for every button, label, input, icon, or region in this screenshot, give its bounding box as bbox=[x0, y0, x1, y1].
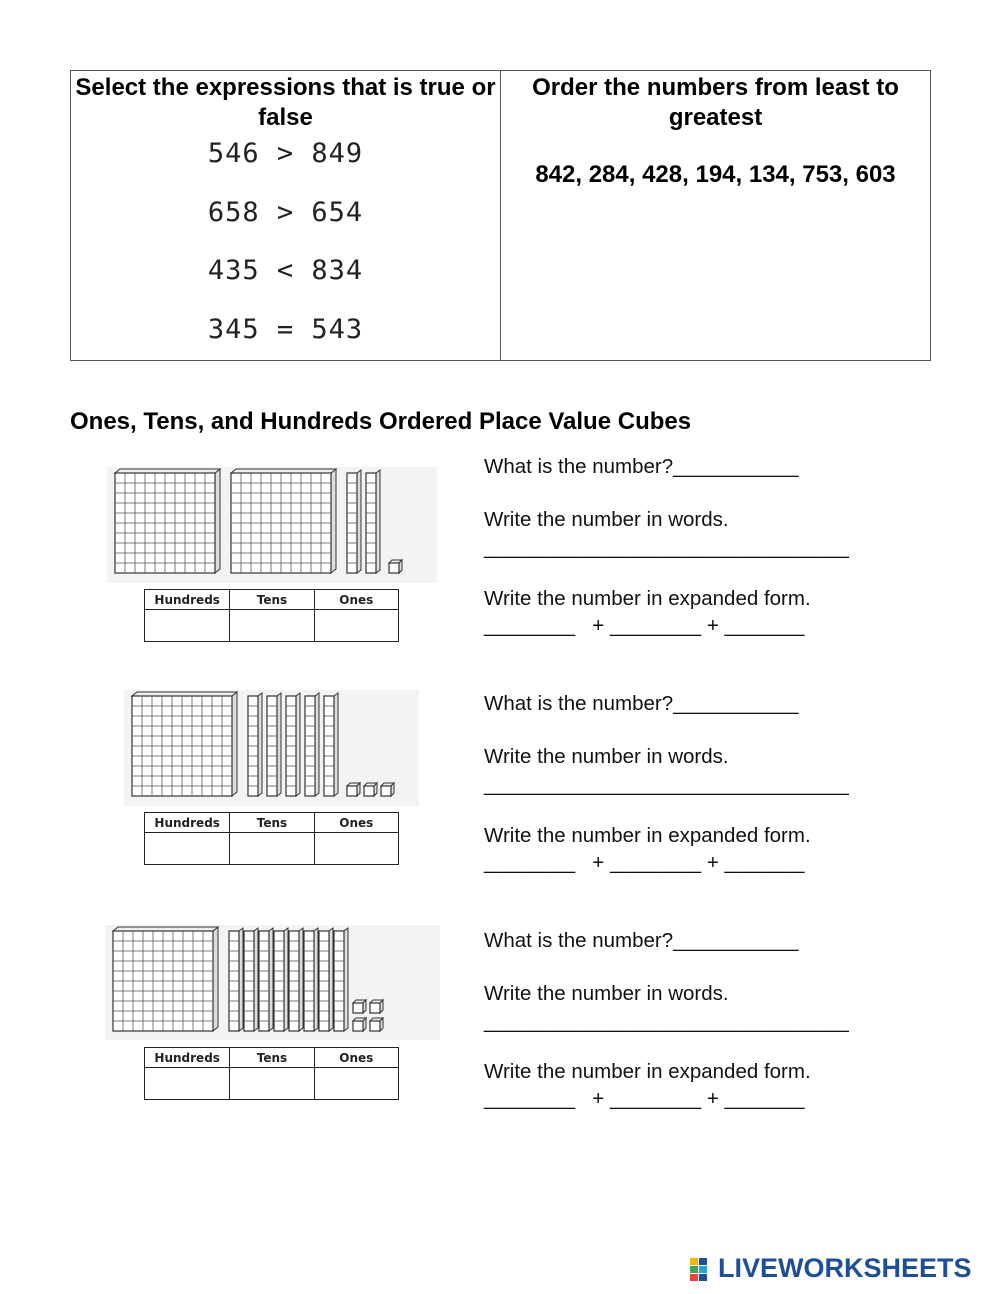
tens-header: Tens bbox=[230, 590, 314, 610]
expanded-answer-line[interactable]: ________ + ________ + _______ bbox=[484, 851, 805, 874]
compare-header: Select the expressions that is true or false bbox=[75, 74, 496, 131]
tens-rod bbox=[289, 928, 303, 1031]
ones-header: Ones bbox=[314, 813, 398, 833]
liveworksheets-logo bbox=[690, 1253, 972, 1284]
tens-header: Tens bbox=[230, 813, 314, 833]
tens-rod bbox=[244, 928, 258, 1031]
base-ten-blocks-2 bbox=[124, 690, 419, 806]
expression-3[interactable]: 435 < 834 bbox=[207, 255, 364, 286]
ones-cube bbox=[389, 560, 402, 573]
words-question: Write the number in words. bbox=[484, 508, 729, 531]
words-answer-line[interactable]: ________________________________ bbox=[484, 1010, 849, 1033]
tens-rod bbox=[305, 693, 319, 796]
expanded-question: Write the number in expanded form. bbox=[484, 824, 811, 847]
tens-rod bbox=[248, 693, 262, 796]
ones-cube bbox=[353, 1018, 366, 1031]
numbers-to-order: 842, 284, 428, 194, 134, 753, 603 bbox=[535, 161, 896, 188]
place-value-table-1 bbox=[144, 589, 399, 642]
tens-rod bbox=[267, 693, 281, 796]
hundreds-flat bbox=[231, 469, 336, 573]
hundreds-input[interactable] bbox=[145, 833, 230, 865]
brand-name: LIVEWORKSHEETS bbox=[718, 1253, 972, 1283]
hundreds-header: Hundreds bbox=[145, 813, 230, 833]
words-answer-line[interactable]: ________________________________ bbox=[484, 773, 849, 796]
top-table bbox=[70, 70, 931, 361]
hundreds-flat bbox=[115, 469, 220, 573]
tens-input[interactable] bbox=[230, 833, 314, 865]
order-header: Order the numbers from least to greatest bbox=[532, 74, 899, 131]
hundreds-input[interactable] bbox=[145, 610, 230, 642]
expression-1[interactable]: 546 > 849 bbox=[207, 138, 364, 169]
tens-rod bbox=[347, 470, 361, 573]
tens-rod bbox=[274, 928, 288, 1031]
ones-cube bbox=[370, 1018, 383, 1031]
order-cell bbox=[501, 71, 930, 360]
tens-rod bbox=[366, 470, 380, 573]
number-question[interactable]: What is the number?___________ bbox=[484, 692, 799, 715]
number-question[interactable]: What is the number?___________ bbox=[484, 929, 799, 952]
place-value-table-3 bbox=[144, 1047, 399, 1100]
ones-cube bbox=[364, 783, 377, 796]
expanded-answer-line[interactable]: ________ + ________ + _______ bbox=[484, 1087, 805, 1110]
tens-rod bbox=[259, 928, 273, 1031]
ones-cube bbox=[353, 1000, 366, 1013]
ones-input[interactable] bbox=[314, 833, 398, 865]
hundreds-flat bbox=[113, 927, 218, 1031]
expanded-answer-line[interactable]: ________ + ________ + _______ bbox=[484, 614, 805, 637]
section-title: Ones, Tens, and Hundreds Ordered Place Value Cubes bbox=[70, 408, 692, 435]
hundreds-flat bbox=[132, 692, 237, 796]
words-question: Write the number in words. bbox=[484, 982, 729, 1005]
place-value-table-2 bbox=[144, 812, 399, 865]
expression-list bbox=[71, 139, 500, 373]
ones-input[interactable] bbox=[314, 1068, 398, 1100]
tens-rod bbox=[319, 928, 333, 1031]
number-question[interactable]: What is the number?___________ bbox=[484, 455, 799, 478]
hundreds-input[interactable] bbox=[145, 1068, 230, 1100]
tens-header: Tens bbox=[230, 1048, 314, 1068]
hundreds-header: Hundreds bbox=[145, 1048, 230, 1068]
ones-cube bbox=[381, 783, 394, 796]
tens-input[interactable] bbox=[230, 1068, 314, 1100]
tens-rod bbox=[324, 693, 338, 796]
logo-icon bbox=[690, 1256, 716, 1282]
words-question: Write the number in words. bbox=[484, 745, 729, 768]
hundreds-header: Hundreds bbox=[145, 590, 230, 610]
tens-rod bbox=[229, 928, 243, 1031]
expanded-question: Write the number in expanded form. bbox=[484, 1060, 811, 1083]
expanded-question: Write the number in expanded form. bbox=[484, 587, 811, 610]
expression-4[interactable]: 345 = 543 bbox=[207, 313, 364, 345]
ones-cube bbox=[370, 1000, 383, 1013]
base-ten-blocks-1 bbox=[107, 467, 437, 583]
compare-cell bbox=[71, 71, 501, 360]
tens-rod bbox=[334, 928, 348, 1031]
tens-rod bbox=[304, 928, 318, 1031]
ones-header: Ones bbox=[314, 1048, 398, 1068]
expression-2[interactable]: 658 > 654 bbox=[207, 196, 364, 228]
ones-header: Ones bbox=[314, 590, 398, 610]
tens-input[interactable] bbox=[230, 610, 314, 642]
words-answer-line[interactable]: ________________________________ bbox=[484, 536, 849, 559]
tens-rod bbox=[286, 693, 300, 796]
ones-cube bbox=[347, 783, 360, 796]
ones-input[interactable] bbox=[314, 610, 398, 642]
base-ten-blocks-3 bbox=[105, 925, 440, 1040]
